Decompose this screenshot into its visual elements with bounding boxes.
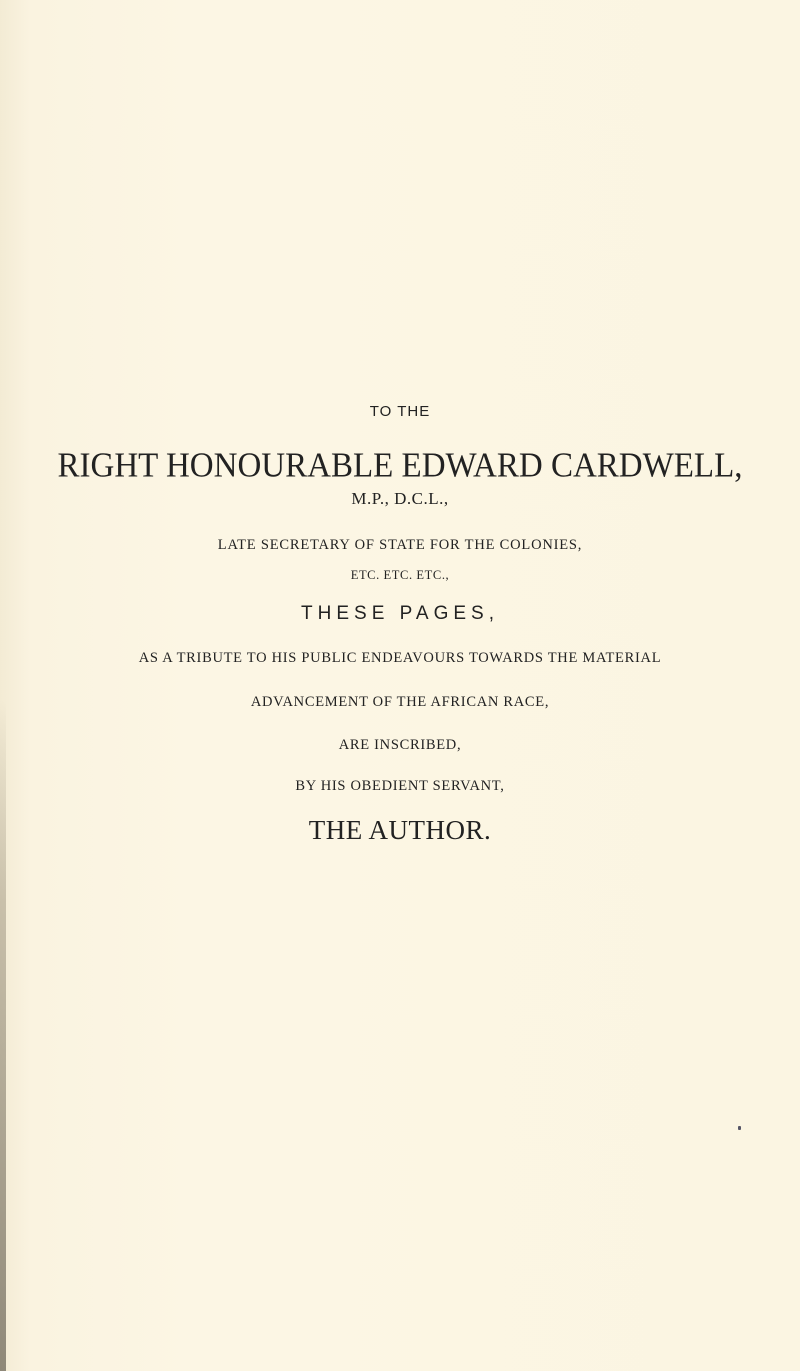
these-pages: THESE PAGES,	[301, 603, 499, 624]
dedicatee-position: LATE SECRETARY OF STATE FOR THE COLONIES,	[217, 537, 583, 553]
advancement-line: ADVANCEMENT OF THE AFRICAN RACE,	[250, 694, 550, 710]
servant-line: BY HIS OBEDIENT SERVANT,	[295, 778, 505, 794]
dedicatee-degrees: M.P., D.C.L.,	[351, 489, 449, 508]
dedication-to-the: TO THE	[369, 403, 431, 420]
inscribed-line: ARE INSCRIBED,	[338, 737, 462, 753]
author-signature: THE AUTHOR.	[308, 815, 492, 845]
binding-edge	[0, 700, 6, 1371]
ink-speck	[738, 1126, 741, 1130]
tribute-line: AS A TRIBUTE TO HIS PUBLIC ENDEAVOURS TOWARDS THE MATERIAL	[138, 650, 662, 666]
dedicatee-name: RIGHT HONOURABLE EDWARD CARDWELL,	[57, 447, 743, 485]
dedicatee-etc: ETC. ETC. ETC.,	[350, 568, 450, 582]
